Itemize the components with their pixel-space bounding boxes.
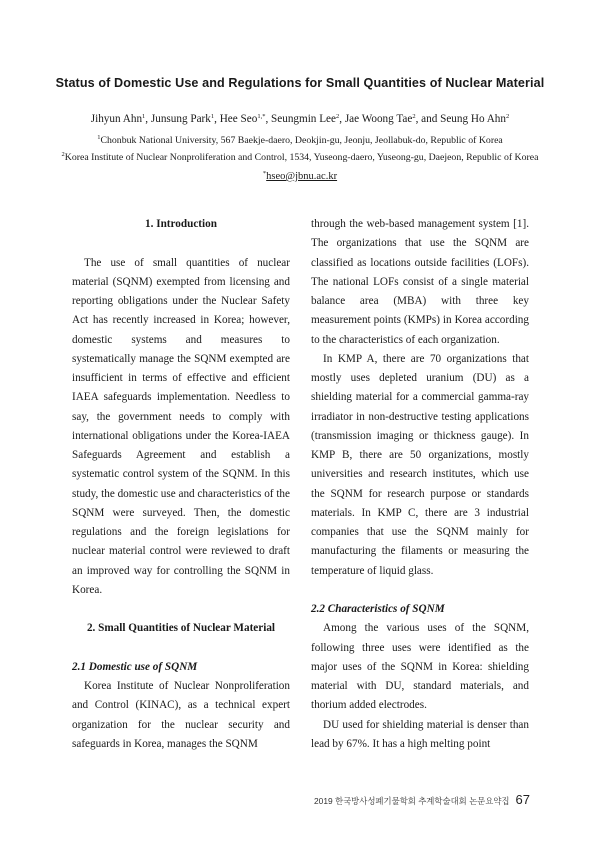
subsection-heading-domestic-use: 2.1 Domestic use of SQNM xyxy=(72,660,198,673)
email-link[interactable]: hseo@jbnu.ac.kr xyxy=(266,171,338,182)
paper-title: Status of Domestic Use and Regulations for Small Quantities of Nuclear Material xyxy=(55,76,545,90)
author-name: Jae Woong Tae xyxy=(344,113,413,125)
affiliation-2 xyxy=(30,152,570,163)
page-footer xyxy=(314,792,530,807)
affiliation-1 xyxy=(30,135,570,146)
affiliation-text: Chonbuk National University, 567 Baekje-daero, Deokjin-gu, Jeonju, Jeollabuk-do, Republic of Korea xyxy=(100,135,503,146)
domestic-use-paragraph: Korea Institute of Nuclear Nonproliferation and Control (KINAC), as a technical expert organization for the nuclear security and safeguards in Korea, manages the SQNM xyxy=(72,680,290,750)
section-heading-introduction: 1. Introduction xyxy=(145,218,217,230)
section-heading-sqnm: 2. Small Quantities of Nuclear Material xyxy=(86,622,276,635)
affiliation-text: Korea Institute of Nuclear Nonproliferation and Control, 1534, Yuseong-daero, Yuseong-gu, Daejeon, Republic of Korea xyxy=(64,152,539,163)
kmp-paragraph: In KMP A, there are 70 organizations that mostly uses depleted uranium (DU) as a shielding material for a commercial gamma-ray irradiator in non-destructive testing applications (transmission imaging or thickness gauge). In KMP B, there are 50 organizations, mostly universities and research institutes, which use the SQNM for research purpose or standards materials. In KMP C, there are 3 industrial companies that use the SQNM mainly for manufacturing the filaments or measuring the temperature of liquid glass. xyxy=(311,352,529,577)
left-column xyxy=(72,215,290,754)
author-name: Junsung Park xyxy=(150,113,211,125)
corresponding-email xyxy=(40,171,560,182)
author-name: Hee Seo xyxy=(219,113,258,125)
author-name: Seungmin Lee xyxy=(271,113,336,125)
author-conjunction: and xyxy=(421,113,438,125)
lof-paragraph: through the web-based management system [1]. The organizations that use the SQNM are classified as locations outside facilities (LOFs). The national LOFs consist of a single material balance area (MBA) with three key measurement points (KMPs) in Korea according to the characteristics of each organization. xyxy=(311,218,529,346)
author-affiliation-mark: 1,* xyxy=(257,113,266,120)
author-affiliation-mark: 1 xyxy=(210,113,215,120)
author-affiliation-mark: 1 xyxy=(142,113,146,120)
author-list: Jihyun Ahn$^1$, Junsung Park$^1$, Hee Seo$^{1,*}$, Seungmin Lee$^2$, Jae Woong Tae$^2$, and Seung Ho Ahn$^2$ xyxy=(90,113,510,125)
author-affiliation-mark: 2 xyxy=(412,113,416,120)
author-name: Jihyun Ahn xyxy=(90,113,143,125)
author-affiliation-mark: 2 xyxy=(506,113,510,120)
author-affiliation-mark: 2 xyxy=(335,113,340,120)
subsection-heading-characteristics: 2.2 Characteristics of SQNM xyxy=(311,603,445,615)
corresponding-mark: * xyxy=(262,170,267,177)
characteristics-paragraph: Among the various uses of the SQNM, following three uses were identified as the major uses of the SQNM in Korea: shielding material with DU, standard materials, and thorium added electrodes. xyxy=(311,622,529,712)
du-paragraph: DU used for shielding material is denser than lead by 67%. It has a high melting point xyxy=(311,718,529,750)
footer-proceedings-title: 2019 한국방사성폐기물학회 추계학술대회 논문요약집 xyxy=(314,796,510,806)
introduction-paragraph: The use of small quantities of nuclear material (SQNM) exempted from licensing and reporting obligations under the Nuclear Safety Act has recently increased in Korea; however, domestic systems and measures to systematically manage the SQNM exempted are insufficient in terms of effective and efficient IAEA safeguards implementation. Needless to say, the government needs to comply with international obligations under the Korea-IAEA Safeguards Agreement and establish a systematic control system of the SQNM. In this study, the domestic use and characteristics of the SQNM were surveyed. Then, the domestic regulations and the foreign legislations for nuclear material control were reviewed to draft an improved way for controlling the SQNM in Korea. xyxy=(72,256,290,596)
affiliation-mark: 2 xyxy=(61,151,65,158)
affiliation-mark: 1 xyxy=(97,134,101,141)
author-name: Seung Ho Ahn xyxy=(440,113,506,125)
right-column xyxy=(311,215,529,754)
page-number: 67 xyxy=(515,792,530,807)
